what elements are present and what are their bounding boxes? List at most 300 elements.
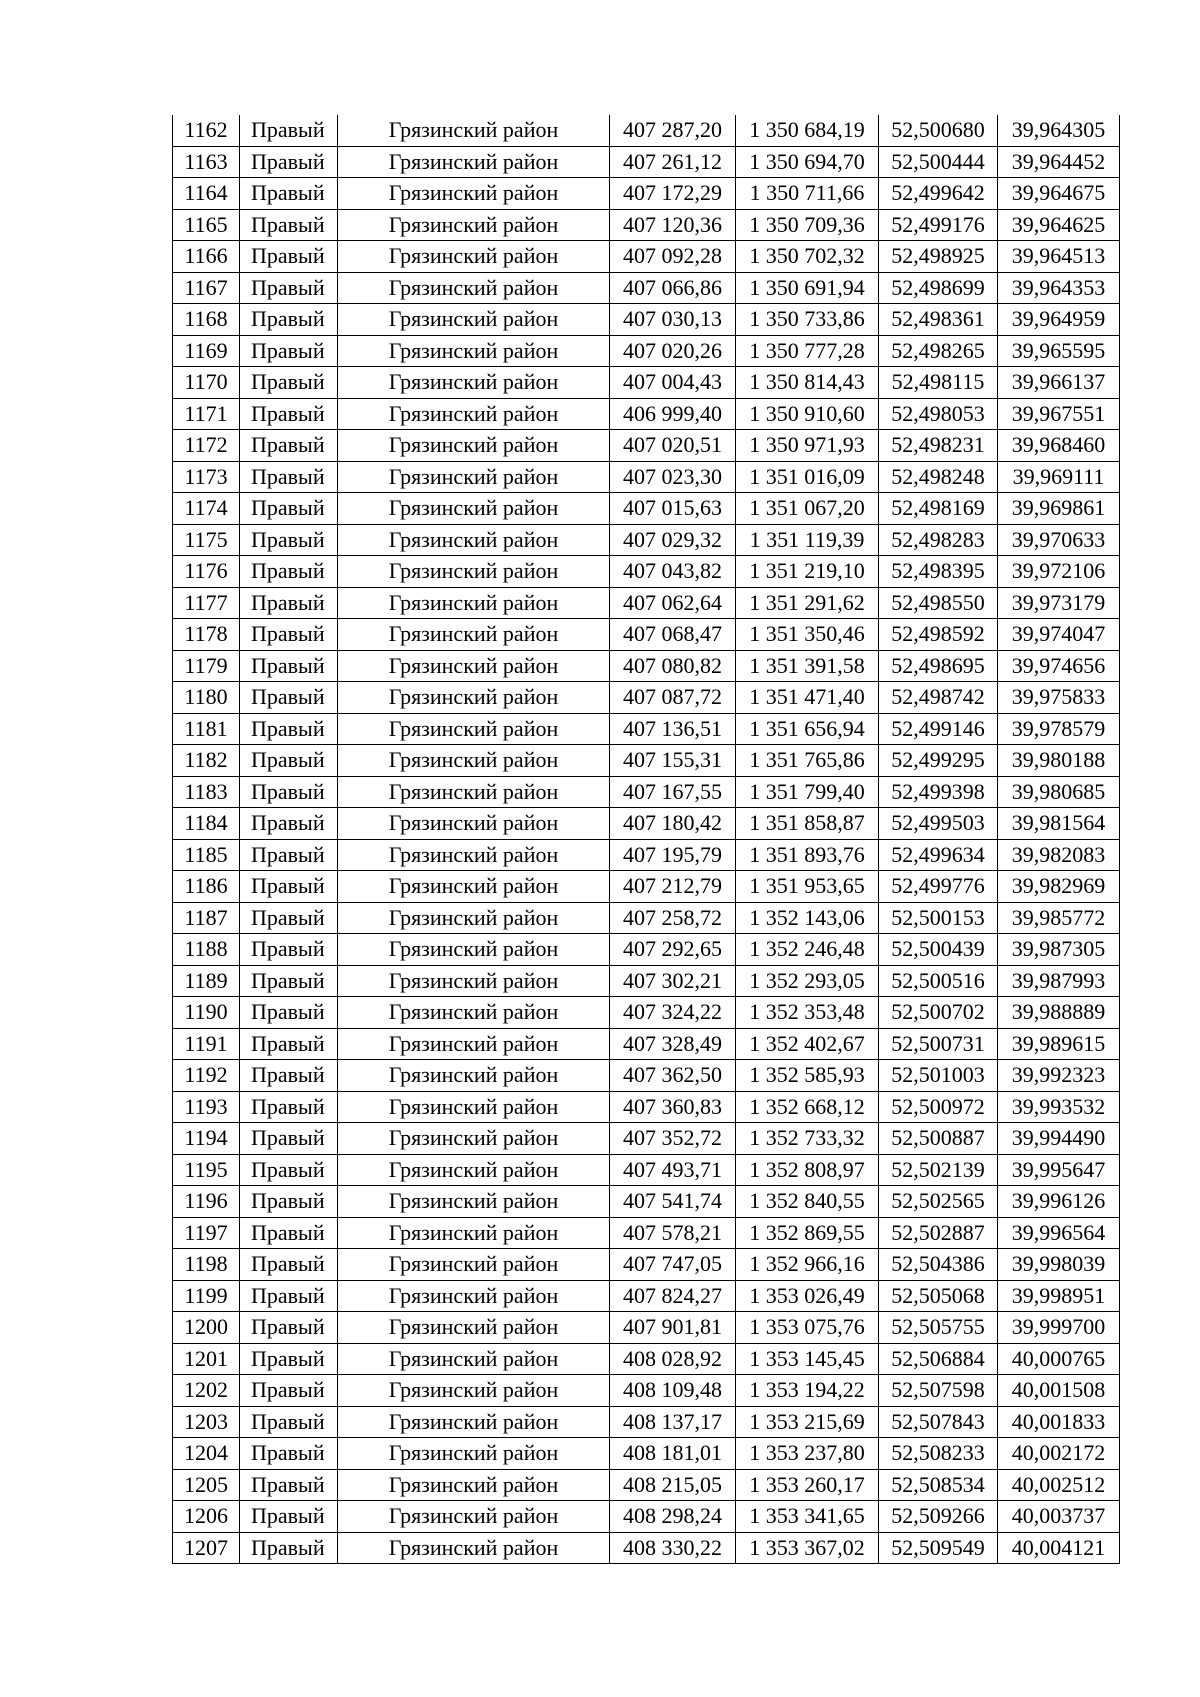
x-coordinate-cell: 408 181,01 <box>610 1438 736 1470</box>
district-cell: Грязинский район <box>338 1375 610 1407</box>
point-number-cell: 1204 <box>173 1438 240 1470</box>
bank-side-cell: Правый <box>240 997 338 1029</box>
longitude-cell: 40,001508 <box>998 1375 1120 1407</box>
x-coordinate-cell: 407 747,05 <box>610 1249 736 1281</box>
district-cell: Грязинский район <box>338 493 610 525</box>
table-row <box>173 209 1120 241</box>
longitude-cell: 39,996564 <box>998 1217 1120 1249</box>
x-coordinate-cell: 407 258,72 <box>610 902 736 934</box>
x-coordinate-cell: 407 261,12 <box>610 146 736 178</box>
longitude-cell: 39,964452 <box>998 146 1120 178</box>
table-row <box>173 1343 1120 1375</box>
district-cell: Грязинский район <box>338 1123 610 1155</box>
point-number-cell: 1181 <box>173 713 240 745</box>
point-number-cell: 1177 <box>173 587 240 619</box>
latitude-cell: 52,505068 <box>879 1280 998 1312</box>
x-coordinate-cell: 407 541,74 <box>610 1186 736 1218</box>
x-coordinate-cell: 407 324,22 <box>610 997 736 1029</box>
longitude-cell: 39,996126 <box>998 1186 1120 1218</box>
district-cell: Грязинский район <box>338 304 610 336</box>
bank-side-cell: Правый <box>240 934 338 966</box>
point-number-cell: 1182 <box>173 745 240 777</box>
x-coordinate-cell: 407 020,26 <box>610 335 736 367</box>
table-row <box>173 1438 1120 1470</box>
coordinates-table <box>172 115 1120 1564</box>
district-cell: Грязинский район <box>338 430 610 462</box>
x-coordinate-cell: 407 080,82 <box>610 650 736 682</box>
table-row <box>173 1280 1120 1312</box>
y-coordinate-cell: 1 352 402,67 <box>736 1028 879 1060</box>
district-cell: Грязинский район <box>338 1343 610 1375</box>
table-row <box>173 1028 1120 1060</box>
district-cell: Грязинский район <box>338 1469 610 1501</box>
longitude-cell: 39,966137 <box>998 367 1120 399</box>
district-cell: Грязинский район <box>338 619 610 651</box>
district-cell: Грязинский район <box>338 367 610 399</box>
table-row <box>173 178 1120 210</box>
x-coordinate-cell: 407 120,36 <box>610 209 736 241</box>
table-row <box>173 1406 1120 1438</box>
point-number-cell: 1167 <box>173 272 240 304</box>
y-coordinate-cell: 1 350 711,66 <box>736 178 879 210</box>
longitude-cell: 39,980685 <box>998 776 1120 808</box>
district-cell: Грязинский район <box>338 209 610 241</box>
bank-side-cell: Правый <box>240 1060 338 1092</box>
district-cell: Грязинский район <box>338 115 610 146</box>
y-coordinate-cell: 1 353 237,80 <box>736 1438 879 1470</box>
district-cell: Грязинский район <box>338 745 610 777</box>
latitude-cell: 52,498361 <box>879 304 998 336</box>
table-row <box>173 1217 1120 1249</box>
bank-side-cell: Правый <box>240 272 338 304</box>
latitude-cell: 52,508233 <box>879 1438 998 1470</box>
x-coordinate-cell: 407 066,86 <box>610 272 736 304</box>
table-row <box>173 1060 1120 1092</box>
point-number-cell: 1178 <box>173 619 240 651</box>
y-coordinate-cell: 1 350 733,86 <box>736 304 879 336</box>
longitude-cell: 39,992323 <box>998 1060 1120 1092</box>
district-cell: Грязинский район <box>338 1060 610 1092</box>
y-coordinate-cell: 1 352 808,97 <box>736 1154 879 1186</box>
table-row <box>173 587 1120 619</box>
table-row <box>173 1501 1120 1533</box>
table-row <box>173 461 1120 493</box>
district-cell: Грязинский район <box>338 1406 610 1438</box>
point-number-cell: 1179 <box>173 650 240 682</box>
y-coordinate-cell: 1 353 215,69 <box>736 1406 879 1438</box>
latitude-cell: 52,499776 <box>879 871 998 903</box>
x-coordinate-cell: 407 362,50 <box>610 1060 736 1092</box>
y-coordinate-cell: 1 350 814,43 <box>736 367 879 399</box>
point-number-cell: 1198 <box>173 1249 240 1281</box>
longitude-cell: 39,970633 <box>998 524 1120 556</box>
bank-side-cell: Правый <box>240 241 338 273</box>
table-body <box>173 115 1120 1564</box>
table-row <box>173 997 1120 1029</box>
latitude-cell: 52,498550 <box>879 587 998 619</box>
y-coordinate-cell: 1 350 702,32 <box>736 241 879 273</box>
bank-side-cell: Правый <box>240 146 338 178</box>
y-coordinate-cell: 1 351 765,86 <box>736 745 879 777</box>
latitude-cell: 52,498592 <box>879 619 998 651</box>
table-row <box>173 430 1120 462</box>
point-number-cell: 1203 <box>173 1406 240 1438</box>
bank-side-cell: Правый <box>240 335 338 367</box>
table-row <box>173 367 1120 399</box>
point-number-cell: 1175 <box>173 524 240 556</box>
district-cell: Грязинский район <box>338 934 610 966</box>
district-cell: Грязинский район <box>338 524 610 556</box>
longitude-cell: 39,974047 <box>998 619 1120 651</box>
table-row <box>173 146 1120 178</box>
point-number-cell: 1185 <box>173 839 240 871</box>
table-row <box>173 1123 1120 1155</box>
longitude-cell: 39,965595 <box>998 335 1120 367</box>
bank-side-cell: Правый <box>240 1154 338 1186</box>
point-number-cell: 1172 <box>173 430 240 462</box>
point-number-cell: 1168 <box>173 304 240 336</box>
table-row <box>173 839 1120 871</box>
y-coordinate-cell: 1 353 194,22 <box>736 1375 879 1407</box>
x-coordinate-cell: 407 824,27 <box>610 1280 736 1312</box>
table-row <box>173 1469 1120 1501</box>
y-coordinate-cell: 1 351 858,87 <box>736 808 879 840</box>
district-cell: Грязинский район <box>338 808 610 840</box>
latitude-cell: 52,499634 <box>879 839 998 871</box>
bank-side-cell: Правый <box>240 367 338 399</box>
longitude-cell: 39,973179 <box>998 587 1120 619</box>
table-row <box>173 713 1120 745</box>
latitude-cell: 52,509549 <box>879 1532 998 1564</box>
latitude-cell: 52,507843 <box>879 1406 998 1438</box>
longitude-cell: 39,964959 <box>998 304 1120 336</box>
latitude-cell: 52,499146 <box>879 713 998 745</box>
bank-side-cell: Правый <box>240 1280 338 1312</box>
latitude-cell: 52,498231 <box>879 430 998 462</box>
bank-side-cell: Правый <box>240 1123 338 1155</box>
y-coordinate-cell: 1 350 777,28 <box>736 335 879 367</box>
bank-side-cell: Правый <box>240 1438 338 1470</box>
table-row <box>173 1312 1120 1344</box>
bank-side-cell: Правый <box>240 1501 338 1533</box>
latitude-cell: 52,498169 <box>879 493 998 525</box>
latitude-cell: 52,500972 <box>879 1091 998 1123</box>
x-coordinate-cell: 407 212,79 <box>610 871 736 903</box>
x-coordinate-cell: 407 029,32 <box>610 524 736 556</box>
latitude-cell: 52,499642 <box>879 178 998 210</box>
longitude-cell: 39,994490 <box>998 1123 1120 1155</box>
table-row <box>173 776 1120 808</box>
table-row <box>173 808 1120 840</box>
district-cell: Грязинский район <box>338 241 610 273</box>
district-cell: Грязинский район <box>338 871 610 903</box>
point-number-cell: 1193 <box>173 1091 240 1123</box>
y-coordinate-cell: 1 351 350,46 <box>736 619 879 651</box>
bank-side-cell: Правый <box>240 776 338 808</box>
table-row <box>173 1375 1120 1407</box>
bank-side-cell: Правый <box>240 1343 338 1375</box>
latitude-cell: 52,508534 <box>879 1469 998 1501</box>
point-number-cell: 1207 <box>173 1532 240 1564</box>
y-coordinate-cell: 1 352 668,12 <box>736 1091 879 1123</box>
x-coordinate-cell: 407 180,42 <box>610 808 736 840</box>
point-number-cell: 1173 <box>173 461 240 493</box>
longitude-cell: 39,964353 <box>998 272 1120 304</box>
point-number-cell: 1202 <box>173 1375 240 1407</box>
longitude-cell: 40,004121 <box>998 1532 1120 1564</box>
y-coordinate-cell: 1 352 293,05 <box>736 965 879 997</box>
district-cell: Грязинский район <box>338 902 610 934</box>
y-coordinate-cell: 1 351 893,76 <box>736 839 879 871</box>
longitude-cell: 39,989615 <box>998 1028 1120 1060</box>
point-number-cell: 1163 <box>173 146 240 178</box>
table-row <box>173 1154 1120 1186</box>
y-coordinate-cell: 1 350 971,93 <box>736 430 879 462</box>
x-coordinate-cell: 408 330,22 <box>610 1532 736 1564</box>
latitude-cell: 52,500516 <box>879 965 998 997</box>
longitude-cell: 39,982969 <box>998 871 1120 903</box>
y-coordinate-cell: 1 353 075,76 <box>736 1312 879 1344</box>
latitude-cell: 52,498283 <box>879 524 998 556</box>
district-cell: Грязинский район <box>338 1217 610 1249</box>
y-coordinate-cell: 1 351 656,94 <box>736 713 879 745</box>
y-coordinate-cell: 1 351 119,39 <box>736 524 879 556</box>
y-coordinate-cell: 1 351 799,40 <box>736 776 879 808</box>
x-coordinate-cell: 407 087,72 <box>610 682 736 714</box>
x-coordinate-cell: 408 028,92 <box>610 1343 736 1375</box>
longitude-cell: 39,993532 <box>998 1091 1120 1123</box>
y-coordinate-cell: 1 352 869,55 <box>736 1217 879 1249</box>
point-number-cell: 1187 <box>173 902 240 934</box>
longitude-cell: 39,998951 <box>998 1280 1120 1312</box>
point-number-cell: 1201 <box>173 1343 240 1375</box>
point-number-cell: 1190 <box>173 997 240 1029</box>
point-number-cell: 1199 <box>173 1280 240 1312</box>
district-cell: Грязинский район <box>338 1028 610 1060</box>
table-row <box>173 902 1120 934</box>
longitude-cell: 39,975833 <box>998 682 1120 714</box>
table-row <box>173 619 1120 651</box>
point-number-cell: 1189 <box>173 965 240 997</box>
y-coordinate-cell: 1 350 691,94 <box>736 272 879 304</box>
longitude-cell: 39,988889 <box>998 997 1120 1029</box>
x-coordinate-cell: 407 030,13 <box>610 304 736 336</box>
y-coordinate-cell: 1 352 246,48 <box>736 934 879 966</box>
y-coordinate-cell: 1 352 143,06 <box>736 902 879 934</box>
latitude-cell: 52,500887 <box>879 1123 998 1155</box>
district-cell: Грязинский район <box>338 272 610 304</box>
table-row <box>173 745 1120 777</box>
longitude-cell: 39,964513 <box>998 241 1120 273</box>
longitude-cell: 39,978579 <box>998 713 1120 745</box>
point-number-cell: 1166 <box>173 241 240 273</box>
y-coordinate-cell: 1 352 353,48 <box>736 997 879 1029</box>
point-number-cell: 1171 <box>173 398 240 430</box>
bank-side-cell: Правый <box>240 839 338 871</box>
table-row <box>173 335 1120 367</box>
table-row <box>173 241 1120 273</box>
x-coordinate-cell: 407 136,51 <box>610 713 736 745</box>
latitude-cell: 52,498742 <box>879 682 998 714</box>
x-coordinate-cell: 407 287,20 <box>610 115 736 146</box>
x-coordinate-cell: 408 215,05 <box>610 1469 736 1501</box>
point-number-cell: 1164 <box>173 178 240 210</box>
longitude-cell: 39,995647 <box>998 1154 1120 1186</box>
y-coordinate-cell: 1 350 694,70 <box>736 146 879 178</box>
bank-side-cell: Правый <box>240 1406 338 1438</box>
bank-side-cell: Правый <box>240 650 338 682</box>
latitude-cell: 52,499503 <box>879 808 998 840</box>
table-row <box>173 524 1120 556</box>
y-coordinate-cell: 1 352 733,32 <box>736 1123 879 1155</box>
y-coordinate-cell: 1 350 910,60 <box>736 398 879 430</box>
point-number-cell: 1192 <box>173 1060 240 1092</box>
longitude-cell: 39,972106 <box>998 556 1120 588</box>
point-number-cell: 1180 <box>173 682 240 714</box>
x-coordinate-cell: 407 023,30 <box>610 461 736 493</box>
longitude-cell: 39,969861 <box>998 493 1120 525</box>
district-cell: Грязинский район <box>338 776 610 808</box>
point-number-cell: 1183 <box>173 776 240 808</box>
district-cell: Грязинский район <box>338 965 610 997</box>
bank-side-cell: Правый <box>240 304 338 336</box>
bank-side-cell: Правый <box>240 398 338 430</box>
table-row <box>173 1091 1120 1123</box>
longitude-cell: 39,980188 <box>998 745 1120 777</box>
bank-side-cell: Правый <box>240 1186 338 1218</box>
district-cell: Грязинский район <box>338 1154 610 1186</box>
longitude-cell: 39,974656 <box>998 650 1120 682</box>
point-number-cell: 1206 <box>173 1501 240 1533</box>
y-coordinate-cell: 1 353 026,49 <box>736 1280 879 1312</box>
x-coordinate-cell: 407 195,79 <box>610 839 736 871</box>
point-number-cell: 1188 <box>173 934 240 966</box>
x-coordinate-cell: 407 352,72 <box>610 1123 736 1155</box>
latitude-cell: 52,502139 <box>879 1154 998 1186</box>
y-coordinate-cell: 1 353 145,45 <box>736 1343 879 1375</box>
latitude-cell: 52,500444 <box>879 146 998 178</box>
longitude-cell: 39,967551 <box>998 398 1120 430</box>
district-cell: Грязинский район <box>338 1249 610 1281</box>
latitude-cell: 52,500702 <box>879 997 998 1029</box>
district-cell: Грязинский район <box>338 587 610 619</box>
district-cell: Грязинский район <box>338 1186 610 1218</box>
longitude-cell: 39,964675 <box>998 178 1120 210</box>
longitude-cell: 39,968460 <box>998 430 1120 462</box>
bank-side-cell: Правый <box>240 1249 338 1281</box>
x-coordinate-cell: 407 578,21 <box>610 1217 736 1249</box>
district-cell: Грязинский район <box>338 839 610 871</box>
longitude-cell: 39,981564 <box>998 808 1120 840</box>
bank-side-cell: Правый <box>240 1028 338 1060</box>
district-cell: Грязинский район <box>338 1312 610 1344</box>
point-number-cell: 1169 <box>173 335 240 367</box>
district-cell: Грязинский район <box>338 335 610 367</box>
longitude-cell: 39,987305 <box>998 934 1120 966</box>
x-coordinate-cell: 407 167,55 <box>610 776 736 808</box>
bank-side-cell: Правый <box>240 619 338 651</box>
longitude-cell: 39,985772 <box>998 902 1120 934</box>
longitude-cell: 40,003737 <box>998 1501 1120 1533</box>
y-coordinate-cell: 1 351 016,09 <box>736 461 879 493</box>
x-coordinate-cell: 407 062,64 <box>610 587 736 619</box>
bank-side-cell: Правый <box>240 1091 338 1123</box>
latitude-cell: 52,504386 <box>879 1249 998 1281</box>
latitude-cell: 52,498115 <box>879 367 998 399</box>
x-coordinate-cell: 407 015,63 <box>610 493 736 525</box>
longitude-cell: 40,002512 <box>998 1469 1120 1501</box>
longitude-cell: 40,000765 <box>998 1343 1120 1375</box>
point-number-cell: 1196 <box>173 1186 240 1218</box>
bank-side-cell: Правый <box>240 682 338 714</box>
x-coordinate-cell: 407 328,49 <box>610 1028 736 1060</box>
y-coordinate-cell: 1 351 471,40 <box>736 682 879 714</box>
x-coordinate-cell: 408 298,24 <box>610 1501 736 1533</box>
x-coordinate-cell: 407 068,47 <box>610 619 736 651</box>
latitude-cell: 52,498925 <box>879 241 998 273</box>
point-number-cell: 1191 <box>173 1028 240 1060</box>
x-coordinate-cell: 406 999,40 <box>610 398 736 430</box>
district-cell: Грязинский район <box>338 1501 610 1533</box>
table-row <box>173 871 1120 903</box>
bank-side-cell: Правый <box>240 871 338 903</box>
bank-side-cell: Правый <box>240 1312 338 1344</box>
longitude-cell: 39,969111 <box>998 461 1120 493</box>
bank-side-cell: Правый <box>240 1375 338 1407</box>
table-row <box>173 1532 1120 1564</box>
y-coordinate-cell: 1 351 953,65 <box>736 871 879 903</box>
bank-side-cell: Правый <box>240 178 338 210</box>
district-cell: Грязинский район <box>338 1532 610 1564</box>
bank-side-cell: Правый <box>240 1217 338 1249</box>
x-coordinate-cell: 407 292,65 <box>610 934 736 966</box>
bank-side-cell: Правый <box>240 209 338 241</box>
table-row <box>173 398 1120 430</box>
table-row <box>173 304 1120 336</box>
y-coordinate-cell: 1 352 840,55 <box>736 1186 879 1218</box>
longitude-cell: 39,998039 <box>998 1249 1120 1281</box>
bank-side-cell: Правый <box>240 1469 338 1501</box>
latitude-cell: 52,498248 <box>879 461 998 493</box>
point-number-cell: 1162 <box>173 115 240 146</box>
y-coordinate-cell: 1 353 367,02 <box>736 1532 879 1564</box>
x-coordinate-cell: 407 155,31 <box>610 745 736 777</box>
x-coordinate-cell: 407 302,21 <box>610 965 736 997</box>
x-coordinate-cell: 407 020,51 <box>610 430 736 462</box>
district-cell: Грязинский район <box>338 682 610 714</box>
bank-side-cell: Правый <box>240 1532 338 1564</box>
bank-side-cell: Правый <box>240 115 338 146</box>
bank-side-cell: Правый <box>240 524 338 556</box>
x-coordinate-cell: 408 109,48 <box>610 1375 736 1407</box>
y-coordinate-cell: 1 350 709,36 <box>736 209 879 241</box>
longitude-cell: 40,001833 <box>998 1406 1120 1438</box>
table-row <box>173 965 1120 997</box>
y-coordinate-cell: 1 351 219,10 <box>736 556 879 588</box>
latitude-cell: 52,498265 <box>879 335 998 367</box>
district-cell: Грязинский район <box>338 997 610 1029</box>
y-coordinate-cell: 1 352 966,16 <box>736 1249 879 1281</box>
x-coordinate-cell: 407 004,43 <box>610 367 736 399</box>
latitude-cell: 52,498395 <box>879 556 998 588</box>
latitude-cell: 52,500439 <box>879 934 998 966</box>
point-number-cell: 1186 <box>173 871 240 903</box>
x-coordinate-cell: 407 901,81 <box>610 1312 736 1344</box>
table-row <box>173 272 1120 304</box>
latitude-cell: 52,500153 <box>879 902 998 934</box>
y-coordinate-cell: 1 352 585,93 <box>736 1060 879 1092</box>
point-number-cell: 1205 <box>173 1469 240 1501</box>
